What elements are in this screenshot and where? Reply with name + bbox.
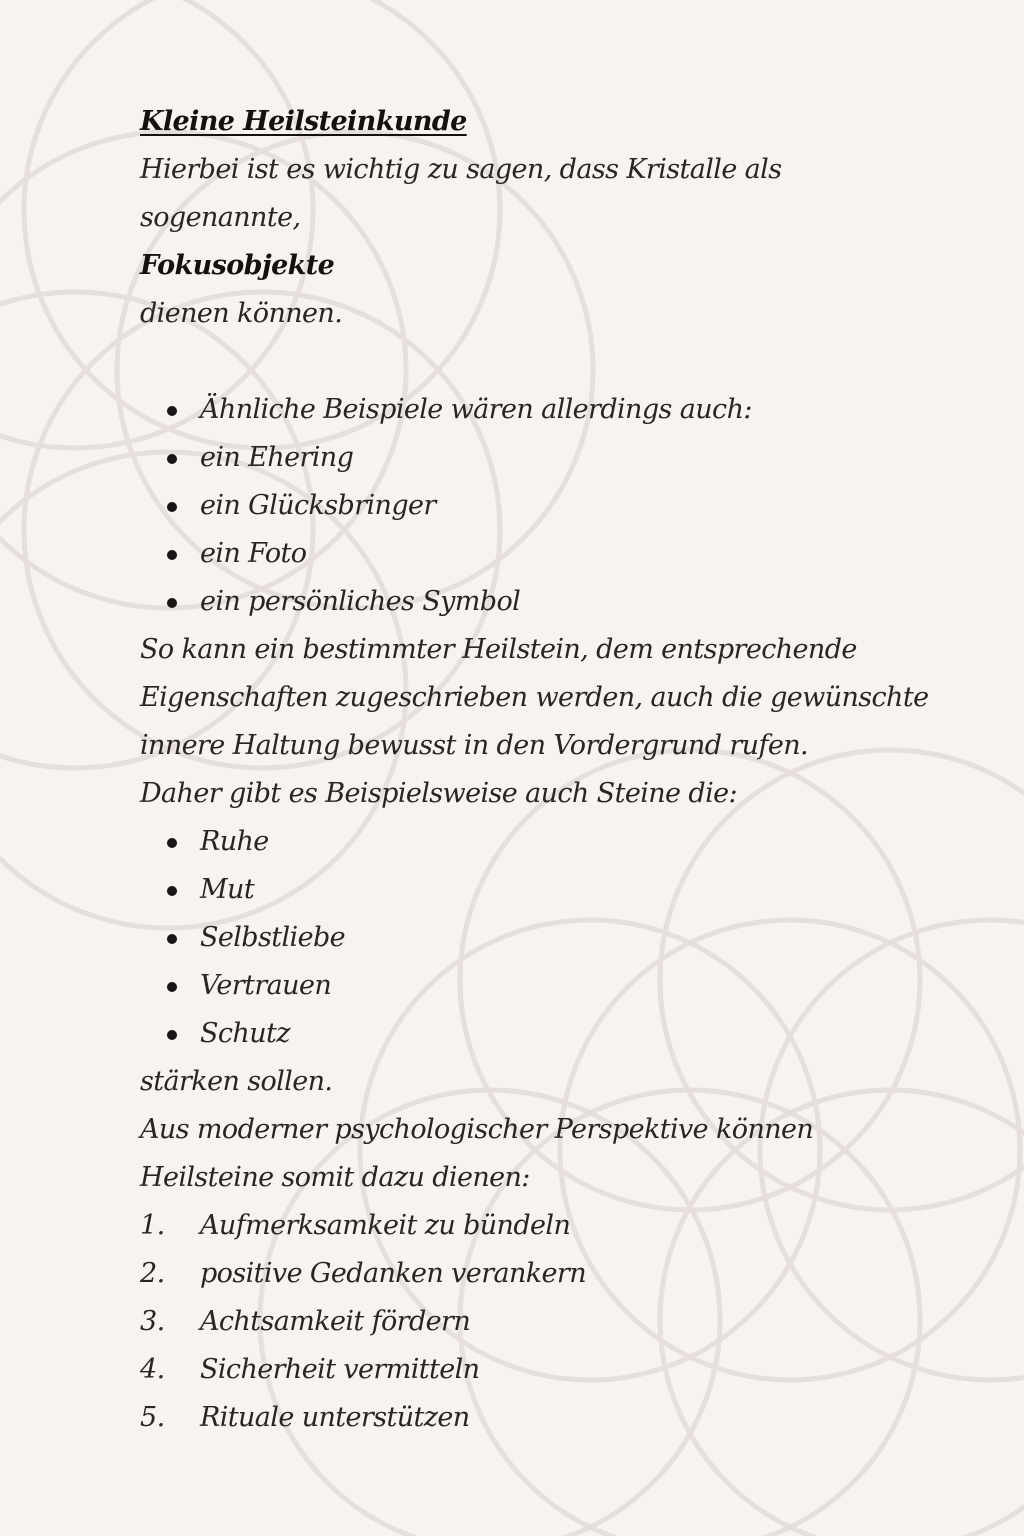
item-text: Achtsamkeit fördern [200,1306,471,1337]
numbered-item [140,1250,920,1298]
item-text: Rituale unterstützen [200,1402,470,1433]
item-number: 2. [140,1258,165,1289]
document-page [140,98,929,1442]
numbered-item [140,1346,920,1394]
paragraph-line: So kann ein bestimmter Heilstein, dem entsprechende [140,634,857,665]
intro-end: dienen können. [140,298,343,329]
list-item: Schutz [140,1010,920,1058]
spacer [140,338,920,386]
list-item: Ähnliche Beispiele wären allerdings auch: [140,386,920,434]
examples-list [140,386,920,626]
list-item: ein Ehering [140,434,920,482]
paragraph-line: Daher gibt es Beispielsweise auch Steine die: [140,778,737,809]
item-text: Sicherheit vermitteln [200,1354,480,1385]
list-item: ein Glücksbringer [140,482,920,530]
item-number: 1. [140,1210,165,1241]
paragraph-line: Heilsteine somit dazu dienen: [140,1162,530,1193]
list-item: ein persönliches Symbol [140,578,920,626]
paragraph-line: innere Haltung bewusst in den Vordergrund rufen. [140,730,809,761]
qualities-list [140,818,920,1058]
document-title: Kleine Heilsteinkunde [140,106,467,137]
list-item: Mut [140,866,920,914]
paragraph-line: stärken sollen. [140,1066,333,1097]
list-item: ein Foto [140,530,920,578]
item-number: 3. [140,1306,165,1337]
list-item: Vertrauen [140,962,920,1010]
item-number: 4. [140,1354,165,1385]
list-item: Ruhe [140,818,920,866]
item-number: 5. [140,1402,165,1433]
list-item: Selbstliebe [140,914,920,962]
intro-line: sogenannte, [140,202,301,233]
numbered-item [140,1394,920,1442]
purposes-list [140,1202,920,1442]
paragraph-line: Aus moderner psychologischer Perspektive können [140,1114,814,1145]
numbered-item [140,1202,920,1250]
paragraph-line: Eigenschaften zugeschrieben werden, auch die gewünschte [140,682,929,713]
numbered-item [140,1298,920,1346]
emphasis-term: Fokusobjekte [140,250,335,281]
intro-line: Hierbei ist es wichtig zu sagen, dass Kristalle als [140,154,782,185]
item-text: Aufmerksamkeit zu bündeln [200,1210,571,1241]
item-text: positive Gedanken verankern [200,1258,587,1289]
